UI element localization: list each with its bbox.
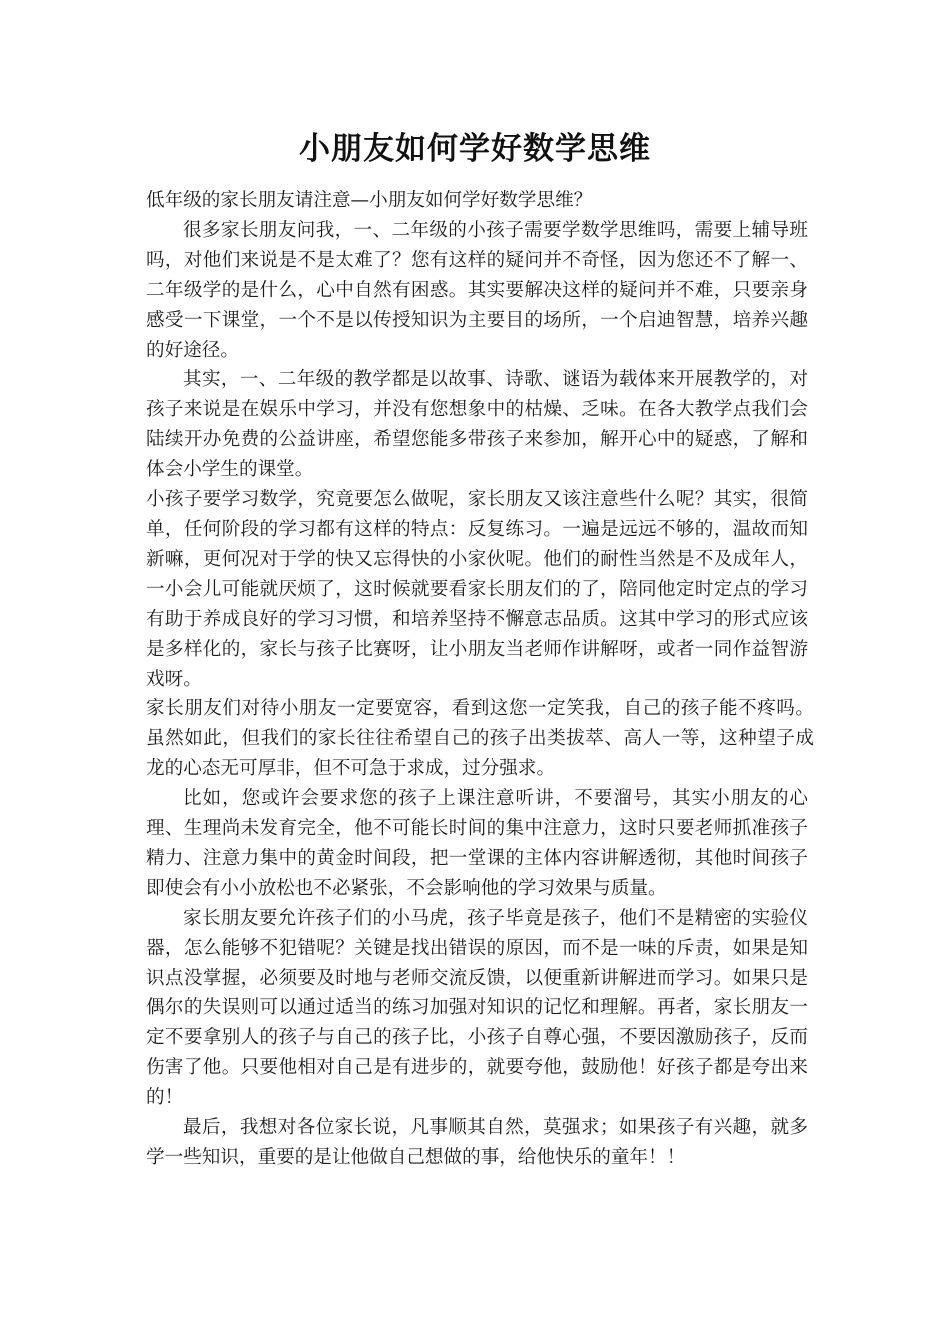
paragraph: 最后，我想对各位家长说，凡事顺其自然，莫强求；如果孩子有兴趣，就多学一些知识，重要的是让他做自己想做的事，给他快乐的童年！！: [146, 1117, 808, 1168]
paragraph: 小孩子要学习数学，究竟要怎么做呢，家长朋友又该注意些什么呢？其实，很简单，任何阶段的学习都有这样的特点：反复练习。一遍是远远不够的，温故而知新嘛，更何况对于学的快又忘得快的小家伙呢。他们的耐性当然是不及成年人，一小会儿可能就厌烦了，这时候就要看家长朋友们的了，陪同他定时定点的学习有助于养成良好的学习习惯，和培养坚持不懈意志品质。这其中学习的形式应该是多样化的，家长与孩子比赛呀，让小朋友当老师作讲解呀，或者一同作益智游戏呀。: [146, 489, 808, 690]
paragraph: 其实，一、二年级的教学都是以故事、诗歌、谜语为载体来开展教学的，对孩子来说是在娱乐中学习，并没有您想象中的枯燥、乏味。在各大教学点我们会陆续开办免费的公益讲座，希望您能多带孩子来参加，解开心中的疑惑，了解和体会小学生的课堂。: [146, 369, 808, 481]
document-body: [146, 186, 814, 1173]
paragraph: 比如，您或许会要求您的孩子上课注意听讲，不要溜号，其实小朋友的心理、生理尚未发育完全，他不可能长时间的集中注意力，这时只要老师抓准孩子精力、注意力集中的黄金时间段，把一堂课的主体内容讲解透彻，其他时间孩子即使会有小小放松也不必紧张，不会影响他的学习效果与质量。: [146, 788, 808, 899]
paragraph: 家长朋友要允许孩子们的小马虎，孩子毕竟是孩子，他们不是精密的实验仪器，怎么能够不犯错呢？关键是找出错误的原因，而不是一味的斥责，如果是知识点没掌握，必须要及时地与老师交流反馈，以便重新讲解进而学习。如果只是偶尔的失误则可以通过适当的练习加强对知识的记忆和理解。再者，家长朋友一定不要拿别人的孩子与自己的孩子比，小孩子自尊心强，不要因激励孩子，反而伤害了他。只要他相对自己是有进步的，就要夸他，鼓励他！好孩子都是夸出来的！: [146, 907, 808, 1109]
document-title: 小朋友如何学好数学思维: [299, 131, 651, 167]
paragraph: 低年级的家长朋友请注意—小朋友如何学好数学思维？: [146, 190, 593, 211]
paragraph: 家长朋友们对待小朋友一定要宽容，看到这您一定笑我，自己的孩子能不疼吗。虽然如此，但我们的家长往往希望自己的孩子出类拔萃、高人一等，这种望子成龙的心态无可厚非，但不可急于求成，过分强求。: [146, 698, 814, 780]
paragraph: 很多家长朋友问我，一、二年级的小孩子需要学数学思维吗，需要上辅导班吗，对他们来说是不是太难了？您有这样的疑问并不奇怪，因为您还不了解一、二年级学的是什么，心中自然有困惑。其实要解决这样的疑问并不难，只要亲身感受一下课堂，一个不是以传授知识为主要目的场所，一个启迪智慧，培养兴趣的好途径。: [146, 219, 808, 361]
